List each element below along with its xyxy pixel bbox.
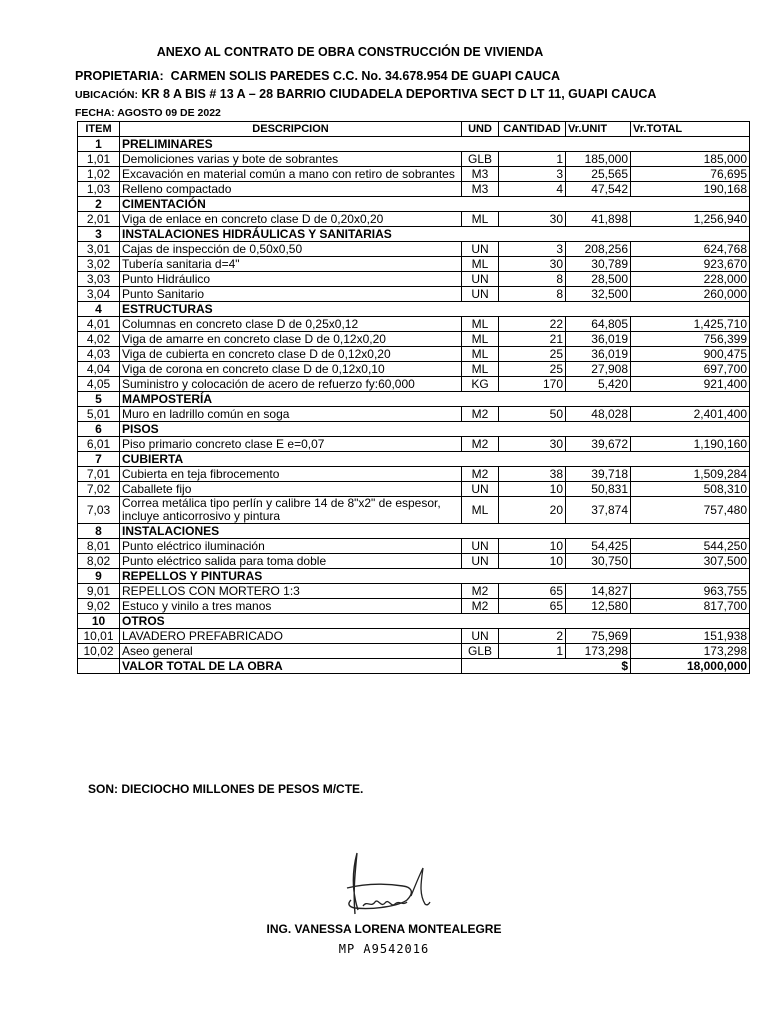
table-header-row (78, 122, 750, 137)
propietaria-value: CARMEN SOLIS PAREDES C.C. No. 34.678.954 DE GUAPI CAUCA (170, 69, 561, 83)
total-price-cell: 151,938 (631, 629, 750, 644)
quantity-cell: 1 (499, 644, 566, 659)
table-row (78, 467, 750, 482)
item-cell: 1,03 (78, 182, 120, 197)
total-price-cell: 923,670 (631, 257, 750, 272)
unit-cell: M2 (462, 437, 499, 452)
section-number: 1 (78, 137, 120, 152)
item-cell: 1,02 (78, 167, 120, 182)
table-row (78, 287, 750, 302)
description-cell: Muro en ladrillo común en soga (120, 407, 462, 422)
item-cell: 1,01 (78, 152, 120, 167)
unit-cell: ML (462, 212, 499, 227)
table-row (78, 539, 750, 554)
section-number: 10 (78, 614, 120, 629)
item-cell: 4,05 (78, 377, 120, 392)
table-row (78, 152, 750, 167)
quantity-cell: 10 (499, 554, 566, 569)
section-name: OTROS (120, 614, 750, 629)
total-row (78, 659, 750, 674)
unit-cell: ML (462, 347, 499, 362)
unit-price-cell: 50,831 (566, 482, 631, 497)
unit-price-cell: 14,827 (566, 584, 631, 599)
unit-cell: UN (462, 242, 499, 257)
section-row (78, 197, 750, 212)
unit-cell: UN (462, 287, 499, 302)
total-price-cell: 544,250 (631, 539, 750, 554)
section-name: MAMPOSTERÍA (120, 392, 750, 407)
total-price-cell: 757,480 (631, 497, 750, 524)
budget-table (77, 121, 750, 674)
total-price-cell: 1,509,284 (631, 467, 750, 482)
quantity-cell: 8 (499, 272, 566, 287)
total-price-cell: 963,755 (631, 584, 750, 599)
col-header-item: ITEM (78, 122, 120, 137)
unit-price-cell: 37,874 (566, 497, 631, 524)
total-price-cell: 1,190,160 (631, 437, 750, 452)
unit-cell: M2 (462, 584, 499, 599)
unit-cell: KG (462, 377, 499, 392)
item-cell: 7,03 (78, 497, 120, 524)
description-cell: Aseo general (120, 644, 462, 659)
col-header-vr-total: Vr.TOTAL (631, 122, 750, 137)
total-price-cell: 307,500 (631, 554, 750, 569)
fecha-label: FECHA: (75, 107, 115, 119)
item-cell: 8,01 (78, 539, 120, 554)
propietaria-label: PROPIETARIA: (75, 69, 164, 83)
unit-price-cell: 12,580 (566, 599, 631, 614)
section-name: PRELIMINARES (120, 137, 750, 152)
description-cell: Punto Sanitario (120, 287, 462, 302)
quantity-cell: 25 (499, 347, 566, 362)
total-price-cell: 1,256,940 (631, 212, 750, 227)
item-cell: 7,02 (78, 482, 120, 497)
item-cell: 3,02 (78, 257, 120, 272)
total-price-cell: 1,425,710 (631, 317, 750, 332)
item-cell: 10,02 (78, 644, 120, 659)
section-name: INSTALACIONES (120, 524, 750, 539)
section-number: 8 (78, 524, 120, 539)
section-row (78, 302, 750, 317)
unit-cell: GLB (462, 152, 499, 167)
total-price-cell: 260,000 (631, 287, 750, 302)
section-number: 2 (78, 197, 120, 212)
unit-price-cell: 48,028 (566, 407, 631, 422)
item-cell: 4,02 (78, 332, 120, 347)
total-price-cell: 190,168 (631, 182, 750, 197)
description-cell: Piso primario concreto clase E e=0,07 (120, 437, 462, 452)
section-row (78, 137, 750, 152)
quantity-cell: 10 (499, 482, 566, 497)
quantity-cell: 30 (499, 437, 566, 452)
description-cell: Cubierta en teja fibrocemento (120, 467, 462, 482)
item-cell: 10,01 (78, 629, 120, 644)
unit-cell: M3 (462, 167, 499, 182)
description-cell: Punto Hidráulico (120, 272, 462, 287)
item-cell: 4,04 (78, 362, 120, 377)
signature-image (333, 848, 433, 918)
total-price-cell: 173,298 (631, 644, 750, 659)
description-cell: Punto eléctrico iluminación (120, 539, 462, 554)
section-name: CIMENTACIÓN (120, 197, 750, 212)
table-row (78, 377, 750, 392)
section-number: 7 (78, 452, 120, 467)
unit-price-cell: 208,256 (566, 242, 631, 257)
description-cell: LAVADERO PREFABRICADO (120, 629, 462, 644)
propietaria-line (75, 69, 560, 83)
col-header-und: UND (462, 122, 499, 137)
description-cell: Viga de enlace en concreto clase D de 0,20x0,20 (120, 212, 462, 227)
section-name: CUBIERTA (120, 452, 750, 467)
ubicacion-line (75, 87, 656, 101)
item-cell: 4,03 (78, 347, 120, 362)
table-row (78, 584, 750, 599)
section-name: ESTRUCTURAS (120, 302, 750, 317)
total-price-cell: 2,401,400 (631, 407, 750, 422)
section-row (78, 452, 750, 467)
table-row (78, 362, 750, 377)
description-cell: Viga de amarre en concreto clase D de 0,12x0,20 (120, 332, 462, 347)
unit-price-cell: 75,969 (566, 629, 631, 644)
unit-cell: ML (462, 257, 499, 272)
unit-cell: UN (462, 272, 499, 287)
unit-price-cell: 32,500 (566, 287, 631, 302)
description-cell: REPELLOS CON MORTERO 1:3 (120, 584, 462, 599)
table-row (78, 167, 750, 182)
total-price-cell: 185,000 (631, 152, 750, 167)
item-cell: 2,01 (78, 212, 120, 227)
description-cell: Relleno compactado (120, 182, 462, 197)
section-number: 5 (78, 392, 120, 407)
table-row (78, 644, 750, 659)
table-row (78, 554, 750, 569)
table-row (78, 257, 750, 272)
item-cell: 9,02 (78, 599, 120, 614)
unit-cell: ML (462, 362, 499, 377)
unit-price-cell: 25,565 (566, 167, 631, 182)
section-row (78, 569, 750, 584)
unit-price-cell: 185,000 (566, 152, 631, 167)
table-row (78, 629, 750, 644)
unit-cell: M3 (462, 182, 499, 197)
total-price-cell: 697,700 (631, 362, 750, 377)
section-number: 9 (78, 569, 120, 584)
table-body (78, 137, 750, 659)
quantity-cell: 170 (499, 377, 566, 392)
description-cell: Demoliciones varias y bote de sobrantes (120, 152, 462, 167)
quantity-cell: 38 (499, 467, 566, 482)
unit-price-cell: 54,425 (566, 539, 631, 554)
col-header-cantidad: CANTIDAD (499, 122, 566, 137)
total-price-cell: 624,768 (631, 242, 750, 257)
unit-price-cell: 5,420 (566, 377, 631, 392)
quantity-cell: 10 (499, 539, 566, 554)
description-cell: Viga de corona en concreto clase D de 0,12x0,10 (120, 362, 462, 377)
table-row (78, 437, 750, 452)
table-row (78, 407, 750, 422)
item-cell: 3,01 (78, 242, 120, 257)
col-header-vr-unit: Vr.UNIT (566, 122, 631, 137)
section-row (78, 227, 750, 242)
item-cell: 9,01 (78, 584, 120, 599)
total-price-cell: 756,399 (631, 332, 750, 347)
section-number: 4 (78, 302, 120, 317)
fecha-value: AGOSTO 09 DE 2022 (117, 107, 221, 119)
ubicacion-value: KR 8 A BIS # 13 A – 28 BARRIO CIUDADELA DEPORTIVA SECT D LT 11, GUAPI CAUCA (141, 87, 657, 101)
unit-cell: GLB (462, 644, 499, 659)
section-row (78, 392, 750, 407)
description-cell: Columnas en concreto clase D de 0,25x0,12 (120, 317, 462, 332)
description-cell: Estuco y vinilo a tres manos (120, 599, 462, 614)
description-cell: Suministro y colocación de acero de refuerzo fy:60,000 (120, 377, 462, 392)
unit-price-cell: 30,789 (566, 257, 631, 272)
unit-cell: UN (462, 482, 499, 497)
unit-price-cell: 41,898 (566, 212, 631, 227)
item-cell: 7,01 (78, 467, 120, 482)
table-row (78, 599, 750, 614)
total-currency: $ (566, 659, 631, 674)
table-row (78, 272, 750, 287)
total-label: VALOR TOTAL DE LA OBRA (120, 659, 462, 674)
table-row (78, 332, 750, 347)
unit-price-cell: 39,672 (566, 437, 631, 452)
unit-price-cell: 39,718 (566, 467, 631, 482)
quantity-cell: 25 (499, 362, 566, 377)
item-cell: 8,02 (78, 554, 120, 569)
unit-price-cell: 64,805 (566, 317, 631, 332)
quantity-cell: 30 (499, 257, 566, 272)
description-cell: Correa metálica tipo perlín y calibre 14 de 8"x2" de espesor, incluye anticorrosivo y pintura (120, 497, 462, 524)
quantity-cell: 50 (499, 407, 566, 422)
section-row (78, 614, 750, 629)
table-row (78, 317, 750, 332)
quantity-cell: 3 (499, 242, 566, 257)
item-cell: 4,01 (78, 317, 120, 332)
item-cell: 3,03 (78, 272, 120, 287)
section-row (78, 422, 750, 437)
description-cell: Punto eléctrico salida para toma doble (120, 554, 462, 569)
quantity-cell: 20 (499, 497, 566, 524)
description-cell: Cajas de inspección de 0,50x0,50 (120, 242, 462, 257)
section-name: REPELLOS Y PINTURAS (120, 569, 750, 584)
quantity-cell: 65 (499, 584, 566, 599)
table-row (78, 242, 750, 257)
unit-cell: ML (462, 332, 499, 347)
section-number: 6 (78, 422, 120, 437)
description-cell: Excavación en material común a mano con retiro de sobrantes (120, 167, 462, 182)
description-cell: Caballete fijo (120, 482, 462, 497)
total-price-cell: 508,310 (631, 482, 750, 497)
table-row (78, 482, 750, 497)
table-row (78, 347, 750, 362)
quantity-cell: 22 (499, 317, 566, 332)
signer-name: ING. VANESSA LORENA MONTEALEGRE (266, 922, 502, 936)
unit-cell: UN (462, 554, 499, 569)
unit-cell: M2 (462, 407, 499, 422)
description-cell: Viga de cubierta en concreto clase D de 0,12x0,20 (120, 347, 462, 362)
total-price-cell: 228,000 (631, 272, 750, 287)
fecha-line (75, 107, 221, 119)
quantity-cell: 3 (499, 167, 566, 182)
signer-professional-id: MP A9542016 (338, 942, 430, 956)
quantity-cell: 30 (499, 212, 566, 227)
unit-price-cell: 36,019 (566, 332, 631, 347)
table-row (78, 212, 750, 227)
section-name: INSTALACIONES HIDRÁULICAS Y SANITARIAS (120, 227, 750, 242)
unit-price-cell: 27,908 (566, 362, 631, 377)
description-cell: Tubería sanitaria d=4" (120, 257, 462, 272)
quantity-cell: 65 (499, 599, 566, 614)
amount-in-words: SON: DIECIOCHO MILLONES DE PESOS M/CTE. (88, 782, 364, 796)
total-value: 18,000,000 (631, 659, 750, 674)
unit-cell: UN (462, 539, 499, 554)
section-number: 3 (78, 227, 120, 242)
total-price-cell: 76,695 (631, 167, 750, 182)
unit-cell: UN (462, 629, 499, 644)
unit-price-cell: 30,750 (566, 554, 631, 569)
document-title: ANEXO AL CONTRATO DE OBRA CONSTRUCCIÓN DE VIVIENDA (156, 45, 544, 59)
unit-price-cell: 47,542 (566, 182, 631, 197)
table-row (78, 497, 750, 524)
ubicacion-label: UBICACIÓN: (75, 89, 138, 101)
unit-price-cell: 173,298 (566, 644, 631, 659)
unit-cell: M2 (462, 599, 499, 614)
section-row (78, 524, 750, 539)
unit-cell: ML (462, 497, 499, 524)
col-header-descripcion: DESCRIPCION (120, 122, 462, 137)
quantity-cell: 8 (499, 287, 566, 302)
item-cell: 5,01 (78, 407, 120, 422)
unit-cell: M2 (462, 467, 499, 482)
total-price-cell: 900,475 (631, 347, 750, 362)
item-cell: 6,01 (78, 437, 120, 452)
quantity-cell: 4 (499, 182, 566, 197)
item-cell: 3,04 (78, 287, 120, 302)
total-price-cell: 817,700 (631, 599, 750, 614)
unit-price-cell: 36,019 (566, 347, 631, 362)
quantity-cell: 2 (499, 629, 566, 644)
total-price-cell: 921,400 (631, 377, 750, 392)
table-row (78, 182, 750, 197)
quantity-cell: 1 (499, 152, 566, 167)
unit-cell: ML (462, 317, 499, 332)
unit-price-cell: 28,500 (566, 272, 631, 287)
quantity-cell: 21 (499, 332, 566, 347)
section-name: PISOS (120, 422, 750, 437)
